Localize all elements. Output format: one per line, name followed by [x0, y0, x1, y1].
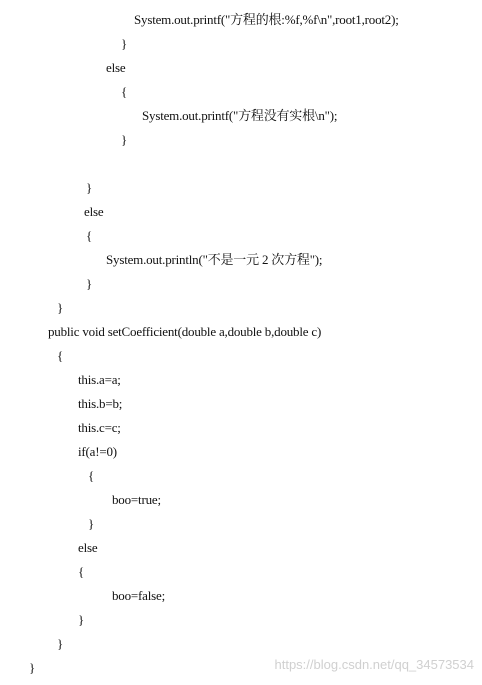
code-line: } — [57, 636, 64, 651]
code-line: { — [88, 468, 95, 483]
code-line: else — [78, 540, 98, 555]
code-line: { — [121, 84, 128, 99]
code-line: } — [78, 612, 85, 627]
code-line: this.b=b; — [78, 396, 123, 411]
code-line: } — [121, 36, 128, 51]
code-line: public void setCoefficient(double a,double b,double c) — [48, 324, 322, 339]
code-line: } — [86, 180, 93, 195]
code-line: boo=true; — [112, 492, 161, 507]
code-line: this.c=c; — [78, 420, 121, 435]
code-line: System.out.printf("方程没有实根\n"); — [142, 108, 338, 123]
code-line: boo=false; — [112, 588, 165, 603]
code-line: else — [84, 204, 104, 219]
code-line: System.out.println("不是一元 2 次方程"); — [106, 252, 323, 267]
code-line: { — [57, 348, 64, 363]
code-line: if(a!=0) — [78, 444, 117, 459]
code-line: this.a=a; — [78, 372, 121, 387]
code-line: } — [88, 516, 95, 531]
code-line: System.out.printf("方程的根:%f,%f\n",root1,root2); — [134, 12, 399, 27]
code-line: { — [78, 564, 85, 579]
code-line: } — [86, 276, 93, 291]
code-line: } — [121, 132, 128, 147]
code-line: } — [57, 300, 64, 315]
code-line: else — [106, 60, 126, 75]
code-line: { — [86, 228, 93, 243]
code-line: } — [29, 660, 36, 675]
watermark: https://blog.csdn.net/qq_34573534 — [274, 657, 474, 672]
